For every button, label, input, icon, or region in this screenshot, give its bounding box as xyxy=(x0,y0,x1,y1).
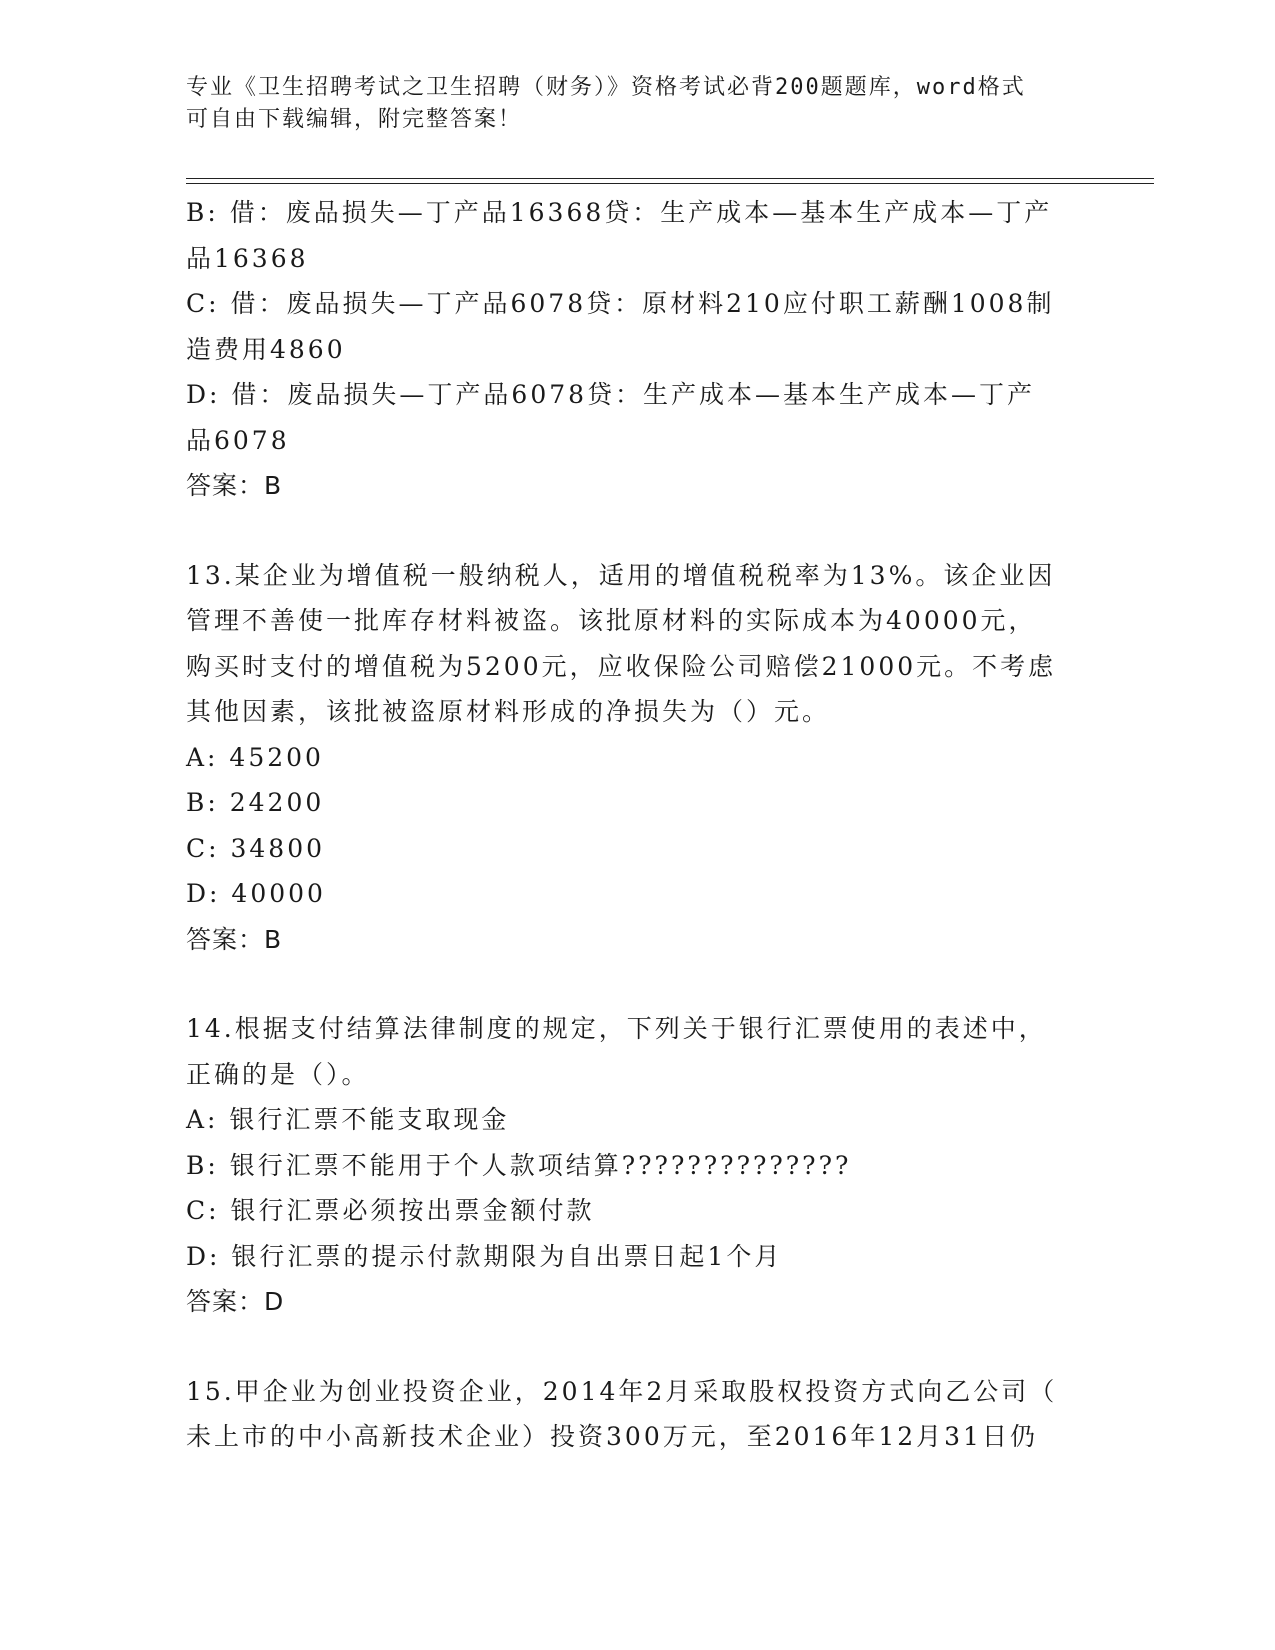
option-a: A: 银行汇票不能支取现金 xyxy=(186,1105,510,1134)
option-b-line-1: B: 借：废品损失—丁产品16368贷：生产成本—基本生产成本—丁产 xyxy=(186,198,1053,227)
option-a: A: 45200 xyxy=(186,742,324,772)
question-14 xyxy=(186,1006,1086,1325)
question-stem-line: 15.甲企业为创业投资企业，2014年2月采取股权投资方式向乙公司（ xyxy=(186,1376,1058,1406)
question-stem-line: 管理不善使一批库存材料被盗。该批原材料的实际成本为40000元， xyxy=(186,606,1037,635)
question-13 xyxy=(186,553,1086,963)
option-b-line-2: 品16368 xyxy=(186,243,309,273)
option-d: D: 40000 xyxy=(186,879,326,908)
answer: 答案：B xyxy=(186,471,283,500)
document-header xyxy=(186,72,1086,136)
question-stem-line: 正确的是（）。 xyxy=(186,1059,370,1089)
option-b: B: 24200 xyxy=(186,788,325,817)
answer: 答案：D xyxy=(186,1287,285,1316)
option-c-line-1: C: 借：废品损失—丁产品6078贷：原材料210应付职工薪酬1008制 xyxy=(186,289,1055,318)
header-line-2: 可自由下载编辑，附完整答案！ xyxy=(186,107,523,132)
option-d-line-2: 品6078 xyxy=(186,425,290,455)
question-stem-line: 其他因素，该批被盗原材料形成的净损失为（）元。 xyxy=(186,697,831,726)
question-stem-line: 未上市的中小高新技术企业）投资300万元，至2016年12月31日仍 xyxy=(186,1422,1038,1451)
question-stem-line: 14.根据支付结算法律制度的规定，下列关于银行汇票使用的表述中， xyxy=(186,1014,1047,1043)
question-stem-line: 13.某企业为增值税一般纳税人，适用的增值税税率为13%。该企业因 xyxy=(186,560,1056,590)
option-d: D: 银行汇票的提示付款期限为自出票日起1个月 xyxy=(186,1241,783,1271)
question-stem-line: 购买时支付的增值税为5200元，应收保险公司赔偿21000元。不考虑 xyxy=(186,651,1057,681)
answer: 答案：B xyxy=(186,924,283,954)
question-12-tail xyxy=(186,190,1086,509)
option-c: C: 34800 xyxy=(186,833,326,863)
header-divider-top xyxy=(186,178,1154,179)
header-divider-bottom xyxy=(186,183,1154,184)
option-d-line-1: D: 借：废品损失—丁产品6078贷：生产成本—基本生产成本—丁产 xyxy=(186,380,1036,409)
option-b: B: 银行汇票不能用于个人款项结算?????????????? xyxy=(186,1150,852,1180)
header-line-1: 专业《卫生招聘考试之卫生招聘（财务）》资格考试必背200题题库，word格式 xyxy=(186,75,1026,100)
question-content xyxy=(186,190,1086,1460)
option-c-line-2: 造费用4860 xyxy=(186,334,346,364)
option-c: C: 银行汇票必须按出票金额付款 xyxy=(186,1196,595,1225)
question-15 xyxy=(186,1369,1086,1460)
